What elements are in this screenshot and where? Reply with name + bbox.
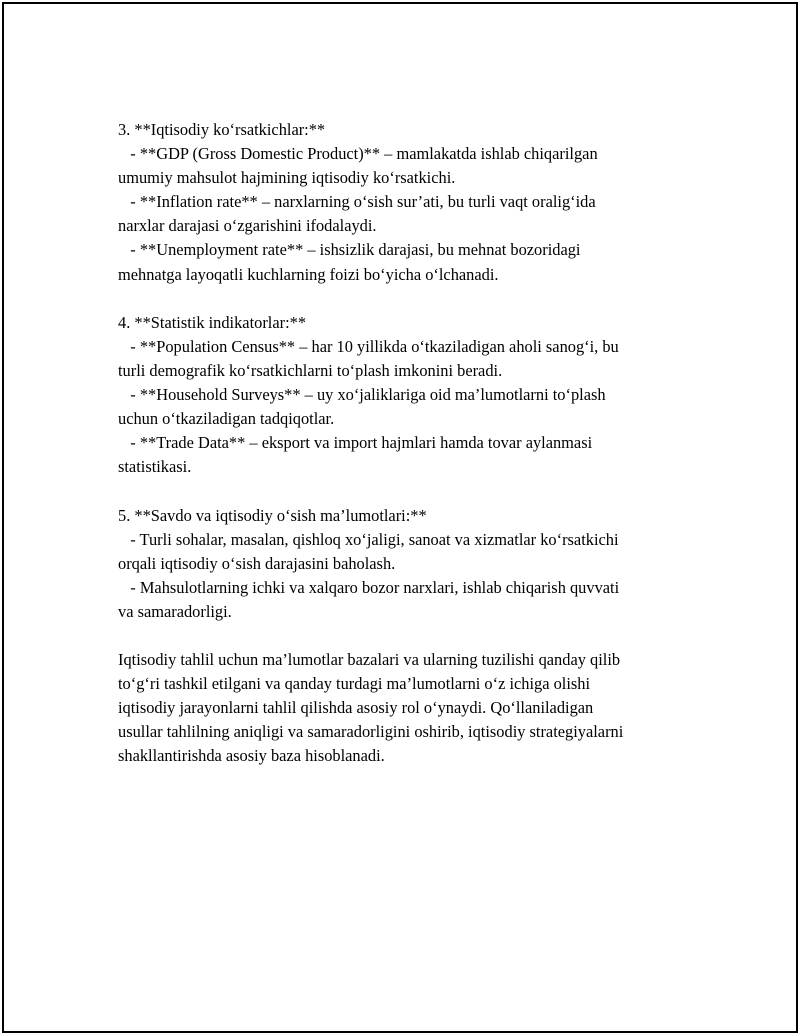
paragraph-gap: [118, 479, 698, 503]
section-heading: 4. **Statistik indikatorlar:**: [118, 312, 307, 332]
text-line: iqtisodiy jarayonlarni tahlil qilishda asosiy rol o‘ynaydi. Qo‘llaniladigan: [118, 698, 594, 718]
text-line: turli demografik ko‘rsatkichlarni to‘plash imkonini beradi.: [118, 360, 503, 380]
text-line: umumiy mahsulot hajmining iqtisodiy ko‘rsatkichi.: [118, 168, 456, 188]
paragraph-gap: [118, 287, 698, 311]
text-line: - **Inflation rate** – narxlarning o‘sish sur’ati, bu turli vaqt oralig‘ida: [118, 192, 596, 212]
text-line: orqali iqtisodiy o‘sish darajasini baholash.: [118, 553, 396, 573]
section-heading: 3. **Iqtisodiy ko‘rsatkichlar:**: [118, 120, 326, 139]
text-line: shakllantirishda asosiy baza hisoblanadi.: [118, 746, 385, 766]
text-line: - **Population Census** – har 10 yillikda o‘tkaziladigan aholi sanog‘i, bu: [118, 336, 619, 356]
text-line: - Mahsulotlarning ichki va xalqaro bozor narxlari, ishlab chiqarish quvvati: [118, 577, 620, 597]
text-line: - Turli sohalar, masalan, qishloq xo‘jaligi, sanoat va xizmatlar ko‘rsatkichi: [118, 529, 619, 549]
text-line: mehnatga layoqatli kuchlarning foizi bo‘yicha o‘lchanadi.: [118, 264, 499, 284]
text-line: va samaradorligi.: [118, 601, 232, 621]
section-trade-growth-data: [118, 504, 698, 624]
text-line: statistikasi.: [118, 457, 192, 477]
text-line: Iqtisodiy tahlil uchun ma’lumotlar bazalari va ularning tuzilishi qanday qilib: [118, 650, 621, 670]
section-statistical-indicators: [118, 311, 698, 480]
section-heading: 5. **Savdo va iqtisodiy o‘sish ma’lumotlari:**: [118, 505, 427, 525]
text-line: - **Unemployment rate** – ishsizlik darajasi, bu mehnat bozoridagi: [118, 240, 581, 260]
document-body: [118, 118, 698, 769]
text-line: usullar tahlilning aniqligi va samaradorligini oshirib, iqtisodiy strategiyalarni: [118, 722, 624, 742]
conclusion-paragraph: [118, 648, 698, 768]
text-line: uchun o‘tkaziladigan tadqiqotlar.: [118, 409, 335, 429]
text-line: narxlar darajasi o‘zgarishini ifodalaydi.: [118, 216, 377, 236]
text-line: - **Household Surveys** – uy xo‘jaliklariga oid ma’lumotlarni to‘plash: [118, 385, 606, 405]
text-line: - **Trade Data** – eksport va import hajmlari hamda tovar aylanmasi: [118, 433, 593, 453]
text-line: - **GDP (Gross Domestic Product)** – mamlakatda ishlab chiqarilgan: [118, 144, 598, 164]
paragraph-gap: [118, 624, 698, 648]
text-line: to‘g‘ri tashkil etilgani va qanday turdagi ma’lumotlarni o‘z ichiga olishi: [118, 674, 591, 694]
section-economic-indicators: [118, 118, 698, 287]
